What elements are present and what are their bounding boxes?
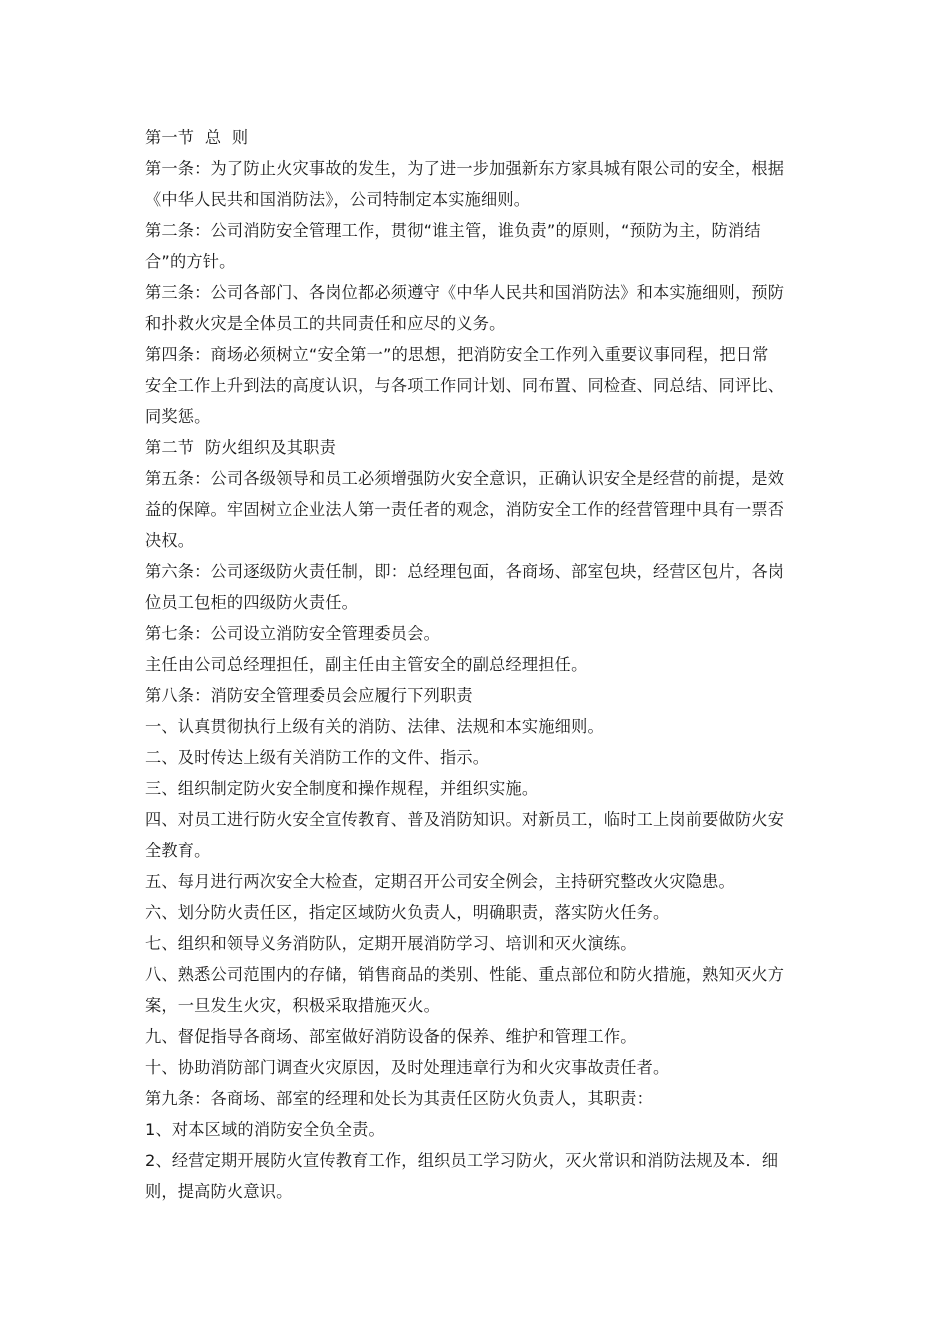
article-7-line-1: 第七条：公司设立消防安全管理委员会。 (145, 624, 440, 643)
section-heading: 第二节 防火组织及其职责 (145, 438, 336, 457)
list-item: 一、认真贯彻执行上级有关的消防、法律、法规和本实施细则。 (145, 717, 604, 736)
article-2-line-2: 合”的方针。 (145, 252, 236, 271)
article-8-heading: 第八条：消防安全管理委员会应履行下列职责 (145, 686, 473, 705)
list-item-continuation: 全教育。 (145, 841, 211, 860)
list-item: 2、经营定期开展防火宣传教育工作，组织员工学习防火，灭火常识和消防法规及本．细 (145, 1151, 779, 1170)
article-5-line-3: 决权。 (145, 531, 195, 550)
list-item: 三、组织制定防火安全制度和操作规程，并组织实施。 (145, 779, 539, 798)
list-item-continuation: 则，提高防火意识。 (145, 1182, 293, 1201)
list-item: 四、对员工进行防火安全宣传教育、普及消防知识。对新员工，临时工上岗前要做防火安 (145, 810, 785, 829)
section-heading: 第一节 总 则 (145, 128, 249, 147)
article-4-line-3: 同奖惩。 (145, 407, 211, 426)
article-6-line-2: 位员工包柜的四级防火责任。 (145, 593, 359, 612)
article-9-heading: 第九条：各商场、部室的经理和处长为其责任区防火负责人，其职责： (145, 1089, 654, 1108)
article-3-line-2: 和扑救火灾是全体员工的共同责任和应尽的义务。 (145, 314, 506, 333)
list-item: 六、划分防火责任区，指定区域防火负责人，明确职责，落实防火任务。 (145, 903, 670, 922)
article-5-line-2: 益的保障。牢固树立企业法人第一责任者的观念，消防安全工作的经营管理中具有一票否 (145, 500, 785, 519)
list-item: 八、熟悉公司范围内的存储，销售商品的类别、性能、重点部位和防火措施，熟知灭火方 (145, 965, 785, 984)
article-3-line-1: 第三条：公司各部门、各岗位都必须遵守《中华人民共和国消防法》和本实施细则，预防 (145, 283, 785, 302)
list-item: 1、对本区域的消防安全负全责。 (145, 1120, 385, 1139)
list-item: 二、及时传达上级有关消防工作的文件、指示。 (145, 748, 490, 767)
list-item: 十、协助消防部门调查火灾原因，及时处理违章行为和火灾事故责任者。 (145, 1058, 670, 1077)
article-4-line-1: 第四条：商场必须树立“安全第一”的思想，把消防安全工作列入重要议事同程，把日常 (145, 345, 769, 364)
list-item: 七、组织和领导义务消防队，定期开展消防学习、培训和灭火演练。 (145, 934, 637, 953)
article-4-line-2: 安全工作上升到法的高度认识，与各项工作同计划、同布置、同检查、同总结、同评比、 (145, 376, 785, 395)
article-1-line-1: 第一条：为了防止火灾事故的发生，为了进一步加强新东方家具城有限公司的安全，根据 (145, 159, 785, 178)
list-item: 五、每月进行两次安全大检查，定期召开公司安全例会，主持研究整改火灾隐患。 (145, 872, 735, 891)
article-2-line-1: 第二条：公司消防安全管理工作，贯彻“谁主管，谁负责”的原则，“预防为主，防消结 (145, 221, 761, 240)
document-body (145, 122, 810, 1207)
article-1-line-2: 《中华人民共和国消防法》，公司特制定本实施细则。 (145, 190, 531, 209)
article-7-line-2: 主任由公司总经理担任，副主任由主管安全的副总经理担任。 (145, 655, 588, 674)
article-5-line-1: 第五条：公司各级领导和员工必须增强防火安全意识，正确认识安全是经营的前提，是效 (145, 469, 785, 488)
article-6-line-1: 第六条：公司逐级防火责任制，即：总经理包面，各商场、部室包块，经营区包片，各岗 (145, 562, 785, 581)
list-item: 九、督促指导各商场、部室做好消防设备的保养、维护和管理工作。 (145, 1027, 637, 1046)
list-item-continuation: 案，一旦发生火灾，积极采取措施灭火。 (145, 996, 440, 1015)
